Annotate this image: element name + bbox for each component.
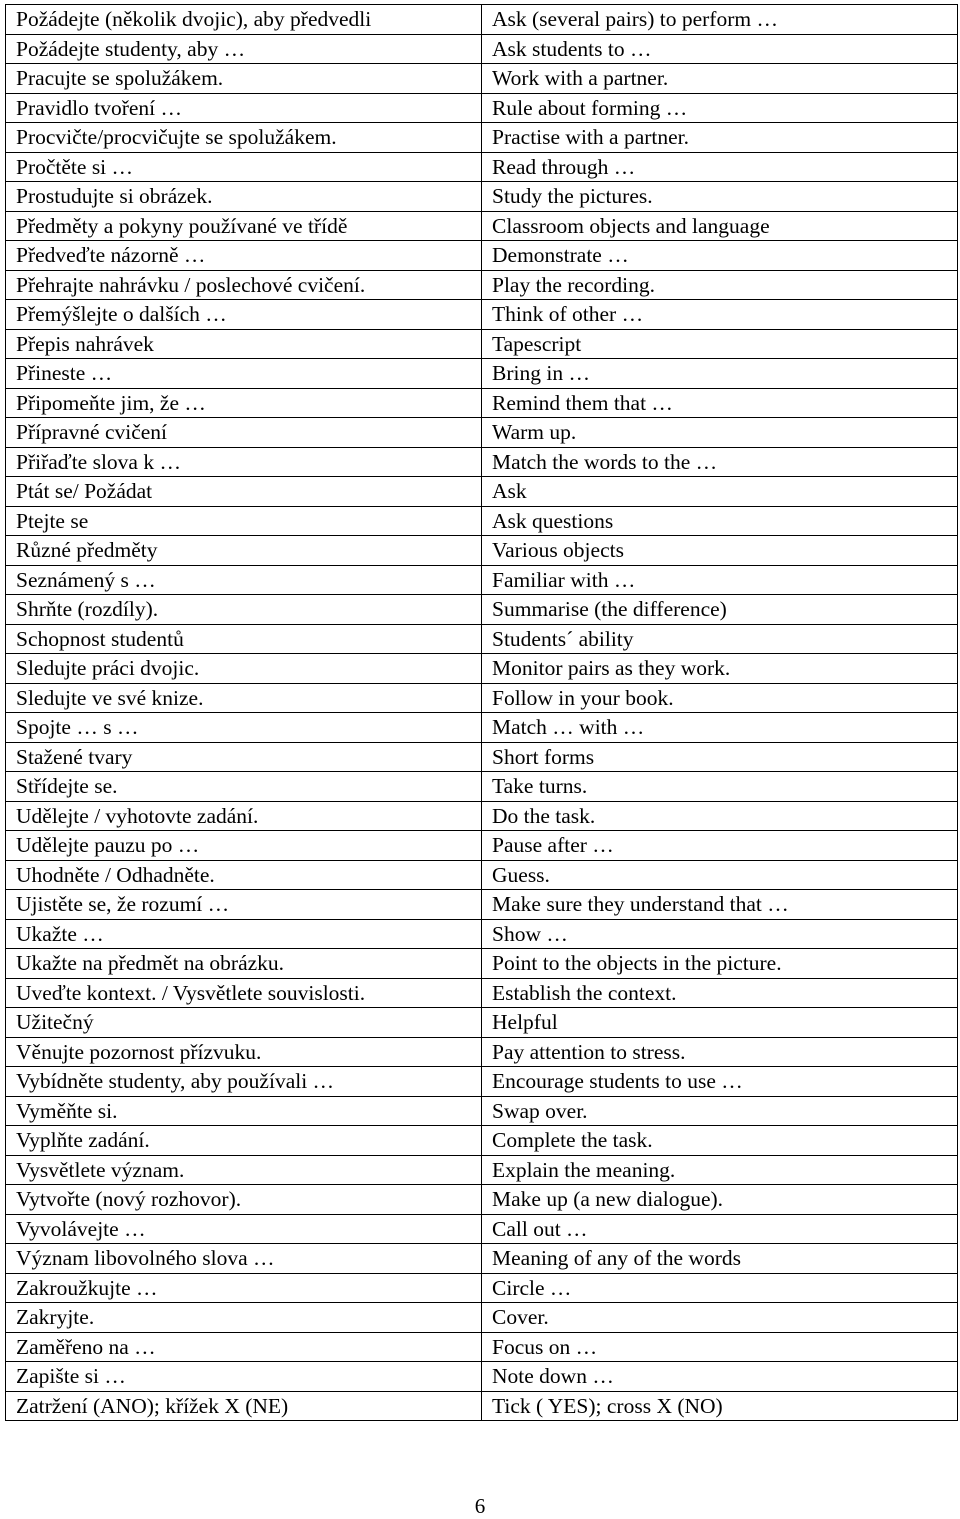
czech-term: Předměty a pokyny používané ve třídě bbox=[6, 211, 482, 241]
glossary-row bbox=[6, 772, 958, 802]
english-term: Show … bbox=[482, 919, 958, 949]
czech-term: Shrňte (rozdíly). bbox=[6, 595, 482, 625]
glossary-row bbox=[6, 1273, 958, 1303]
english-term: Short forms bbox=[482, 742, 958, 772]
english-term: Helpful bbox=[482, 1008, 958, 1038]
glossary-table bbox=[5, 4, 958, 1421]
english-term: Ask students to … bbox=[482, 34, 958, 64]
glossary-row bbox=[6, 536, 958, 566]
czech-term: Stažené tvary bbox=[6, 742, 482, 772]
czech-term: Přemýšlejte o dalších … bbox=[6, 300, 482, 330]
english-term: Pay attention to stress. bbox=[482, 1037, 958, 1067]
glossary-row bbox=[6, 477, 958, 507]
glossary-row bbox=[6, 388, 958, 418]
czech-term: Věnujte pozornost přízvuku. bbox=[6, 1037, 482, 1067]
czech-term: Uveďte kontext. / Vysvětlete souvislosti. bbox=[6, 978, 482, 1008]
english-term: Ask bbox=[482, 477, 958, 507]
czech-term: Vyměňte si. bbox=[6, 1096, 482, 1126]
english-term: Explain the meaning. bbox=[482, 1155, 958, 1185]
czech-term: Pracujte se spolužákem. bbox=[6, 64, 482, 94]
czech-term: Udělejte / vyhotovte zadání. bbox=[6, 801, 482, 831]
czech-term: Spojte … s … bbox=[6, 713, 482, 743]
glossary-row bbox=[6, 1096, 958, 1126]
glossary-row bbox=[6, 1037, 958, 1067]
glossary-row bbox=[6, 152, 958, 182]
czech-term: Zakryjte. bbox=[6, 1303, 482, 1333]
english-term: Read through … bbox=[482, 152, 958, 182]
czech-term: Význam libovolného slova … bbox=[6, 1244, 482, 1274]
english-term: Work with a partner. bbox=[482, 64, 958, 94]
english-term: Focus on … bbox=[482, 1332, 958, 1362]
glossary-row bbox=[6, 93, 958, 123]
glossary-row bbox=[6, 270, 958, 300]
czech-term: Ujistěte se, že rozumí … bbox=[6, 890, 482, 920]
english-term: Meaning of any of the words bbox=[482, 1244, 958, 1274]
english-term: Circle … bbox=[482, 1273, 958, 1303]
czech-term: Seznámený s … bbox=[6, 565, 482, 595]
czech-term: Přineste … bbox=[6, 359, 482, 389]
english-term: Call out … bbox=[482, 1214, 958, 1244]
glossary-row bbox=[6, 949, 958, 979]
english-term: Swap over. bbox=[482, 1096, 958, 1126]
glossary-row bbox=[6, 241, 958, 271]
czech-term: Vysvětlete význam. bbox=[6, 1155, 482, 1185]
english-term: Ask (several pairs) to perform … bbox=[482, 5, 958, 35]
czech-term: Sledujte práci dvojic. bbox=[6, 654, 482, 684]
glossary-row bbox=[6, 182, 958, 212]
czech-term: Přehrajte nahrávku / poslechové cvičení. bbox=[6, 270, 482, 300]
czech-term: Schopnost studentů bbox=[6, 624, 482, 654]
czech-term: Prostudujte si obrázek. bbox=[6, 182, 482, 212]
czech-term: Pročtěte si … bbox=[6, 152, 482, 182]
czech-term: Přiřaďte slova k … bbox=[6, 447, 482, 477]
czech-term: Sledujte ve své knize. bbox=[6, 683, 482, 713]
glossary-body bbox=[6, 5, 958, 1421]
english-term: Think of other … bbox=[482, 300, 958, 330]
english-term: Classroom objects and language bbox=[482, 211, 958, 241]
glossary-row bbox=[6, 1008, 958, 1038]
english-term: Match … with … bbox=[482, 713, 958, 743]
czech-term: Ptejte se bbox=[6, 506, 482, 536]
czech-term: Udělejte pauzu po … bbox=[6, 831, 482, 861]
glossary-row bbox=[6, 506, 958, 536]
english-term: Rule about forming … bbox=[482, 93, 958, 123]
glossary-row bbox=[6, 1391, 958, 1421]
czech-term: Zatržení (ANO); křížek X (NE) bbox=[6, 1391, 482, 1421]
czech-term: Zakroužkujte … bbox=[6, 1273, 482, 1303]
glossary-row bbox=[6, 860, 958, 890]
czech-term: Přepis nahrávek bbox=[6, 329, 482, 359]
glossary-row bbox=[6, 123, 958, 153]
english-term: Note down … bbox=[482, 1362, 958, 1392]
english-term: Demonstrate … bbox=[482, 241, 958, 271]
glossary-row bbox=[6, 713, 958, 743]
glossary-row bbox=[6, 1185, 958, 1215]
glossary-row bbox=[6, 624, 958, 654]
glossary-row bbox=[6, 565, 958, 595]
english-term: Tick ( YES); cross X (NO) bbox=[482, 1391, 958, 1421]
glossary-row bbox=[6, 300, 958, 330]
english-term: Point to the objects in the picture. bbox=[482, 949, 958, 979]
czech-term: Procvičte/procvičujte se spolužákem. bbox=[6, 123, 482, 153]
glossary-row bbox=[6, 1067, 958, 1097]
english-term: Various objects bbox=[482, 536, 958, 566]
english-term: Remind them that … bbox=[482, 388, 958, 418]
glossary-row bbox=[6, 595, 958, 625]
english-term: Cover. bbox=[482, 1303, 958, 1333]
glossary-row bbox=[6, 359, 958, 389]
glossary-row bbox=[6, 447, 958, 477]
glossary-row bbox=[6, 329, 958, 359]
czech-term: Požádejte studenty, aby … bbox=[6, 34, 482, 64]
english-term: Monitor pairs as they work. bbox=[482, 654, 958, 684]
glossary-row bbox=[6, 919, 958, 949]
glossary-row bbox=[6, 211, 958, 241]
czech-term: Uhodněte / Odhadněte. bbox=[6, 860, 482, 890]
glossary-row bbox=[6, 418, 958, 448]
english-term: Summarise (the difference) bbox=[482, 595, 958, 625]
english-term: Follow in your book. bbox=[482, 683, 958, 713]
glossary-row bbox=[6, 654, 958, 684]
czech-term: Střídejte se. bbox=[6, 772, 482, 802]
english-term: Do the task. bbox=[482, 801, 958, 831]
english-term: Warm up. bbox=[482, 418, 958, 448]
czech-term: Užitečný bbox=[6, 1008, 482, 1038]
czech-term: Pravidlo tvoření … bbox=[6, 93, 482, 123]
english-term: Familiar with … bbox=[482, 565, 958, 595]
english-term: Establish the context. bbox=[482, 978, 958, 1008]
czech-term: Ukažte … bbox=[6, 919, 482, 949]
glossary-row bbox=[6, 1332, 958, 1362]
english-term: Study the pictures. bbox=[482, 182, 958, 212]
czech-term: Vybídněte studenty, aby používali … bbox=[6, 1067, 482, 1097]
english-term: Make sure they understand that … bbox=[482, 890, 958, 920]
glossary-row bbox=[6, 1126, 958, 1156]
czech-term: Různé předměty bbox=[6, 536, 482, 566]
czech-term: Zaměřeno na … bbox=[6, 1332, 482, 1362]
czech-term: Zapište si … bbox=[6, 1362, 482, 1392]
glossary-row bbox=[6, 34, 958, 64]
glossary-row bbox=[6, 831, 958, 861]
english-term: Students´ ability bbox=[482, 624, 958, 654]
english-term: Complete the task. bbox=[482, 1126, 958, 1156]
glossary-row bbox=[6, 683, 958, 713]
czech-term: Vytvořte (nový rozhovor). bbox=[6, 1185, 482, 1215]
czech-term: Přípravné cvičení bbox=[6, 418, 482, 448]
czech-term: Připomeňte jim, že … bbox=[6, 388, 482, 418]
english-term: Take turns. bbox=[482, 772, 958, 802]
czech-term: Vyvolávejte … bbox=[6, 1214, 482, 1244]
czech-term: Vyplňte zadání. bbox=[6, 1126, 482, 1156]
czech-term: Ptát se/ Požádat bbox=[6, 477, 482, 507]
english-term: Practise with a partner. bbox=[482, 123, 958, 153]
english-term: Play the recording. bbox=[482, 270, 958, 300]
glossary-row bbox=[6, 1244, 958, 1274]
glossary-row bbox=[6, 64, 958, 94]
english-term: Encourage students to use … bbox=[482, 1067, 958, 1097]
english-term: Ask questions bbox=[482, 506, 958, 536]
english-term: Match the words to the … bbox=[482, 447, 958, 477]
glossary-row bbox=[6, 1362, 958, 1392]
glossary-row bbox=[6, 1155, 958, 1185]
english-term: Bring in … bbox=[482, 359, 958, 389]
glossary-row bbox=[6, 742, 958, 772]
czech-term: Ukažte na předmět na obrázku. bbox=[6, 949, 482, 979]
english-term: Pause after … bbox=[482, 831, 958, 861]
glossary-row bbox=[6, 1303, 958, 1333]
glossary-row bbox=[6, 801, 958, 831]
glossary-row bbox=[6, 890, 958, 920]
czech-term: Předveďte názorně … bbox=[6, 241, 482, 271]
czech-term: Požádejte (několik dvojic), aby předvedli bbox=[6, 5, 482, 35]
glossary-row bbox=[6, 5, 958, 35]
glossary-row bbox=[6, 978, 958, 1008]
english-term: Tapescript bbox=[482, 329, 958, 359]
english-term: Make up (a new dialogue). bbox=[482, 1185, 958, 1215]
glossary-row bbox=[6, 1214, 958, 1244]
page-number: 6 bbox=[474, 1494, 486, 1518]
english-term: Guess. bbox=[482, 860, 958, 890]
